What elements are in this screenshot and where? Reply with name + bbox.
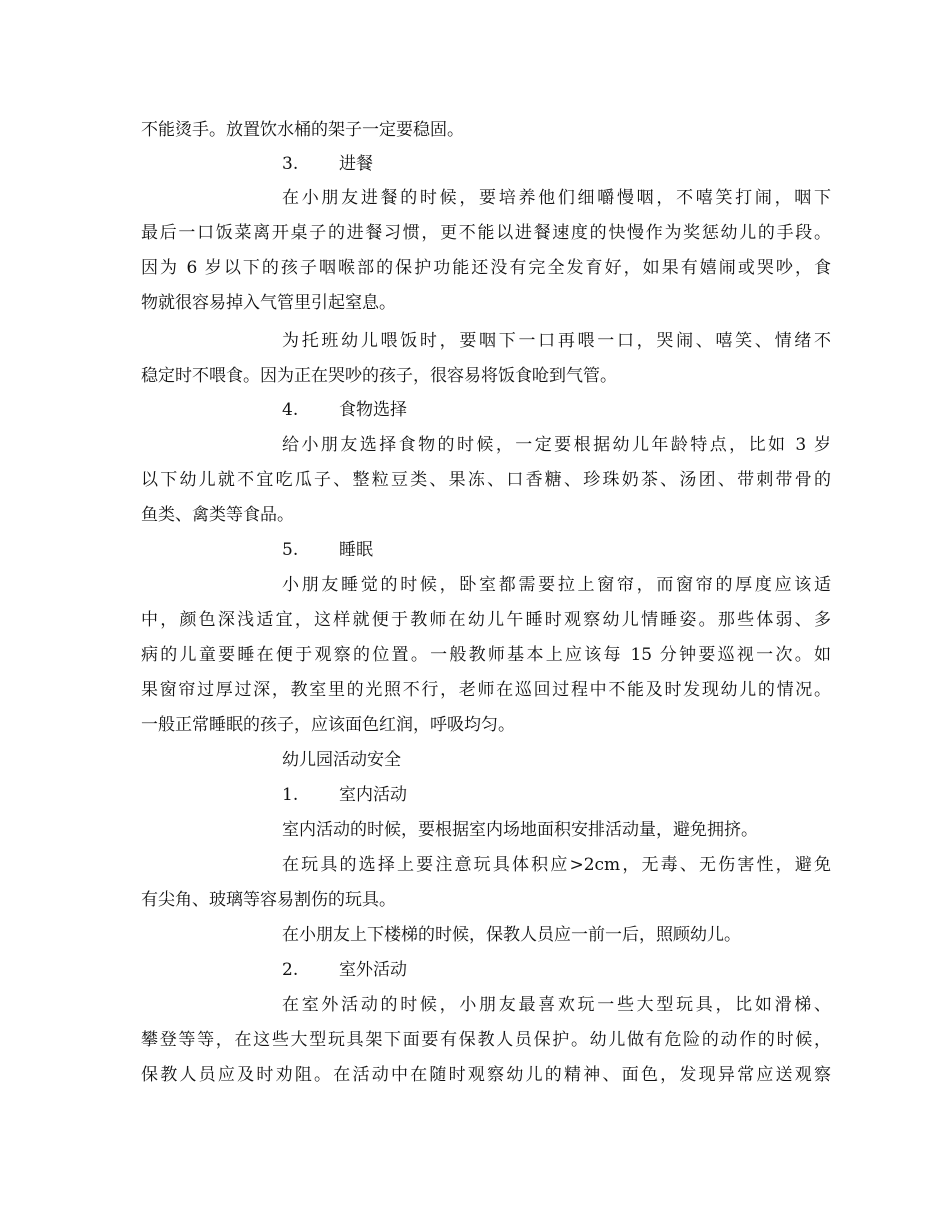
section-number: 5. — [282, 540, 299, 560]
text-line: 鱼类、禽类等食品。 — [141, 505, 294, 525]
text-line: 果窗帘过厚过深，教室里的光照不行，老师在巡回过程中不能及时发现幼儿的情况。 — [141, 680, 831, 700]
text-line: 稳定时不喂食。因为正在哭吵的孩子，很容易将饭食呛到气管。 — [141, 366, 617, 386]
text-line: 保教人员应及时劝阻。在活动中在随时观察幼儿的精神、面色，发现异常应送观察 — [141, 1065, 831, 1085]
text-line: 室内活动的时候，要根据室内场地面积安排活动量，避免拥挤。 — [282, 820, 758, 840]
text-line: 小朋友睡觉的时候，卧室都需要拉上窗帘，而窗帘的厚度应该适 — [282, 575, 831, 595]
text-line: 在小朋友上下楼梯的时候，保教人员应一前一后，照顾幼儿。 — [282, 925, 741, 945]
section-heading: 食物选择 — [339, 400, 407, 420]
text-line: 在玩具的选择上要注意玩具体积应>2cm，无毒、无伤害性，避免 — [282, 855, 831, 875]
text-line: 中，颜色深浅适宜，这样就便于教师在幼儿午睡时观察幼儿情睡姿。那些体弱、多 — [141, 610, 831, 630]
text-line: 物就很容易掉入气管里引起窒息。 — [141, 293, 396, 313]
section-heading: 睡眠 — [339, 540, 373, 560]
text-line: 以下幼儿就不宜吃瓜子、整粒豆类、果冻、口香糖、珍珠奶茶、汤团、带刺带骨的 — [141, 470, 831, 490]
section-title: 幼儿园活动安全 — [282, 750, 401, 770]
section-number: 2. — [282, 960, 299, 980]
text-line: 最后一口饭菜离开桌子的进餐习惯，更不能以进餐速度的快慢作为奖惩幼儿的手段。 — [141, 223, 831, 243]
text-line: 为托班幼儿喂饭时，要咽下一口再喂一口，哭闹、嘻笑、情绪不 — [282, 331, 831, 351]
section-number: 3. — [282, 154, 299, 174]
text-line: 病的儿童要睡在便于观察的位置。一般教师基本上应该每 15 分钟要巡视一次。如 — [141, 645, 831, 665]
text-line: 不能烫手。放置饮水桶的架子一定要稳固。 — [141, 120, 464, 140]
section-number: 1. — [282, 785, 299, 805]
text-line: 一般正常睡眠的孩子，应该面色红润，呼吸均匀。 — [141, 715, 515, 735]
text-line: 在小朋友进餐的时候，要培养他们细嚼慢咽，不嘻笑打闹，咽下 — [282, 188, 831, 208]
section-heading: 室外活动 — [339, 960, 407, 980]
text-line: 给小朋友选择食物的时候，一定要根据幼儿年龄特点，比如 3 岁 — [282, 435, 831, 455]
text-line: 攀登等等，在这些大型玩具架下面要有保教人员保护。幼儿做有危险的动作的时候， — [141, 1030, 831, 1050]
section-number: 4. — [282, 400, 299, 420]
text-line: 因为 6 岁以下的孩子咽喉部的保护功能还没有完全发育好，如果有嬉闹或哭吵，食 — [141, 258, 831, 278]
section-heading: 进餐 — [339, 154, 373, 174]
section-heading: 室内活动 — [339, 785, 407, 805]
text-line: 有尖角、玻璃等容易割伤的玩具。 — [141, 890, 396, 910]
text-line: 在室外活动的时候，小朋友最喜欢玩一些大型玩具，比如滑梯、 — [282, 995, 831, 1015]
